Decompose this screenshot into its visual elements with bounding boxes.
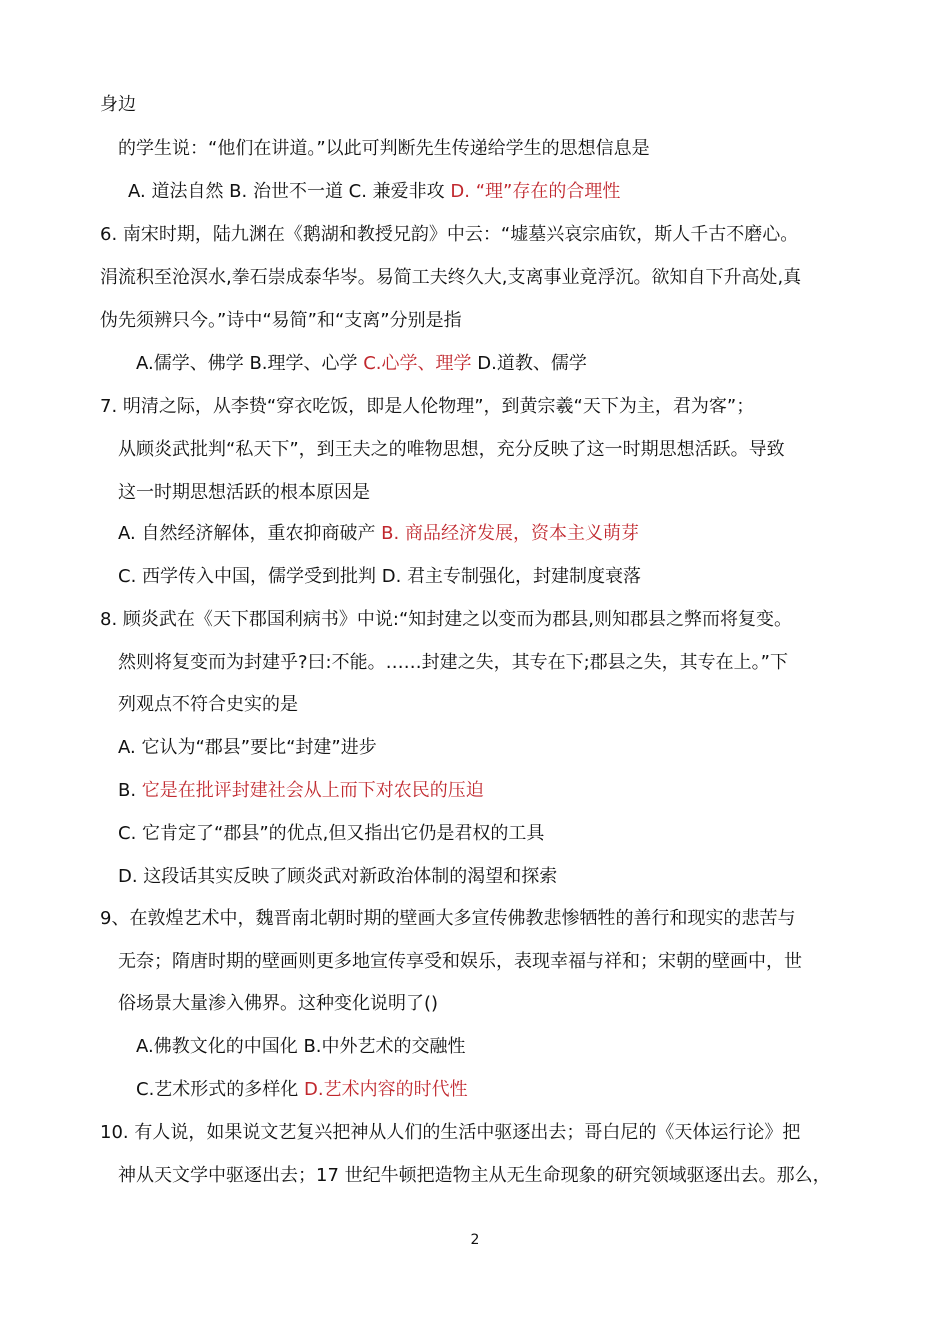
text-line [136,1077,468,1103]
text-line [118,735,377,761]
text-line [118,692,298,718]
line-text: 然则将复变而为封建乎?曰:不能。……封建之失，其专在下;郡县之失，其专在上。”下 [118,652,789,673]
text-line [118,480,370,506]
answer-highlight: D.艺术内容的时代性 [304,1079,468,1100]
line-text: 伪先须辨只今。”诗中“易简”和“支离”分别是指 [100,310,462,331]
text-line [118,437,785,463]
line-text: 列观点不符合史实的是 [118,694,298,715]
text-line [136,351,587,377]
line-text: 7. 明清之际，从李贽“穿衣吃饭，即是人伦物理”，到黄宗羲“天下为主，君为客”； [100,396,755,417]
text-line [118,650,788,676]
line-text: 的学生说：“他们在讲道。”以此可判断先生传递给学生的思想信息是 [118,138,650,159]
line-text: B. [118,780,142,801]
text-line [100,308,462,334]
page-number: 2 [470,1232,480,1248]
text-line [118,521,639,547]
line-text: D. 这段话其实反映了顾炎武对新政治体制的渴望和探索 [118,866,558,887]
text-line [100,906,795,932]
line-text: A.儒学、佛学 B.理学、心学 [136,353,364,374]
answer-highlight: B. 商品经济发展，资本主义萌芽 [381,523,639,544]
text-line [118,991,438,1017]
line-text: C. 它肯定了“郡县”的优点,但又指出它仍是君权的工具 [118,823,545,844]
text-line [100,92,136,118]
text-line [118,778,484,804]
text-line [118,949,802,975]
answer-highlight: D. “理”存在的合理性 [450,181,621,202]
text-line [128,179,620,205]
text-line [136,1034,466,1060]
line-text: A. 它认为“郡县”要比“封建”进步 [118,737,377,758]
line-text: D.道教、儒学 [471,353,587,374]
answer-highlight: 它是在批评封建社会从上而下对农民的压迫 [141,780,484,801]
line-text: 身边 [100,94,136,115]
line-text: C.艺术形式的多样化 [136,1079,305,1100]
text-line [100,265,801,291]
line-text: 神从天文学中驱逐出去；17 世纪牛顿把造物主从无生命现象的研究领域驱逐出去。那么， [118,1165,831,1186]
line-text: 这一时期思想活跃的根本原因是 [118,482,370,503]
text-line [118,821,544,847]
line-text: 9、在敦煌艺术中，魏晋南北朝时期的壁画大多宣传佛教悲惨牺牲的善行和现实的悲苦与 [100,908,796,929]
text-line [100,394,754,420]
text-line [100,1120,800,1146]
line-text: 涓流积至沧溟水,拳石崇成泰华岑。易简工夫终久大,支离事业竟浮沉。欲知自下升高处,真 [100,267,802,288]
text-line [118,564,641,590]
text-line [118,1163,831,1189]
line-text: 从顾炎武批判“私天下”，到王夫之的唯物思想，充分反映了这一时期思想活跃。导致 [118,439,785,460]
text-line [100,222,798,248]
text-line [100,607,792,633]
line-text: 俗场景大量渗入佛界。这种变化说明了() [118,993,439,1014]
line-text: A.佛教文化的中国化 B.中外艺术的交融性 [136,1036,466,1057]
answer-highlight: C.心学、理学 [363,353,472,374]
text-line [118,864,557,890]
line-text: 无奈；隋唐时期的壁画则更多地宣传享受和娱乐，表现幸福与祥和；宋朝的壁画中，世 [118,951,802,972]
line-text: 10. 有人说，如果说文艺复兴把神从人们的生活中驱逐出去；哥白尼的《天体运行论》把 [100,1122,801,1143]
line-text: 6. 南宋时期，陆九渊在《鹅湖和教授兄韵》中云：“墟墓兴哀宗庙钦，斯人千古不磨心。 [100,224,799,245]
text-line [118,136,650,162]
line-text: A. 道法自然 B. 治世不一道 C. 兼爱非攻 [128,181,451,202]
line-text: A. 自然经济解体，重农抑商破产 [118,523,382,544]
line-text: 8. 顾炎武在《天下郡国利病书》中说:“知封建之以变而为郡县,则知郡县之弊而将复变。 [100,609,793,630]
line-text: C. 西学传入中国，儒学受到批判 D. 君主专制强化，封建制度衰落 [118,566,642,587]
